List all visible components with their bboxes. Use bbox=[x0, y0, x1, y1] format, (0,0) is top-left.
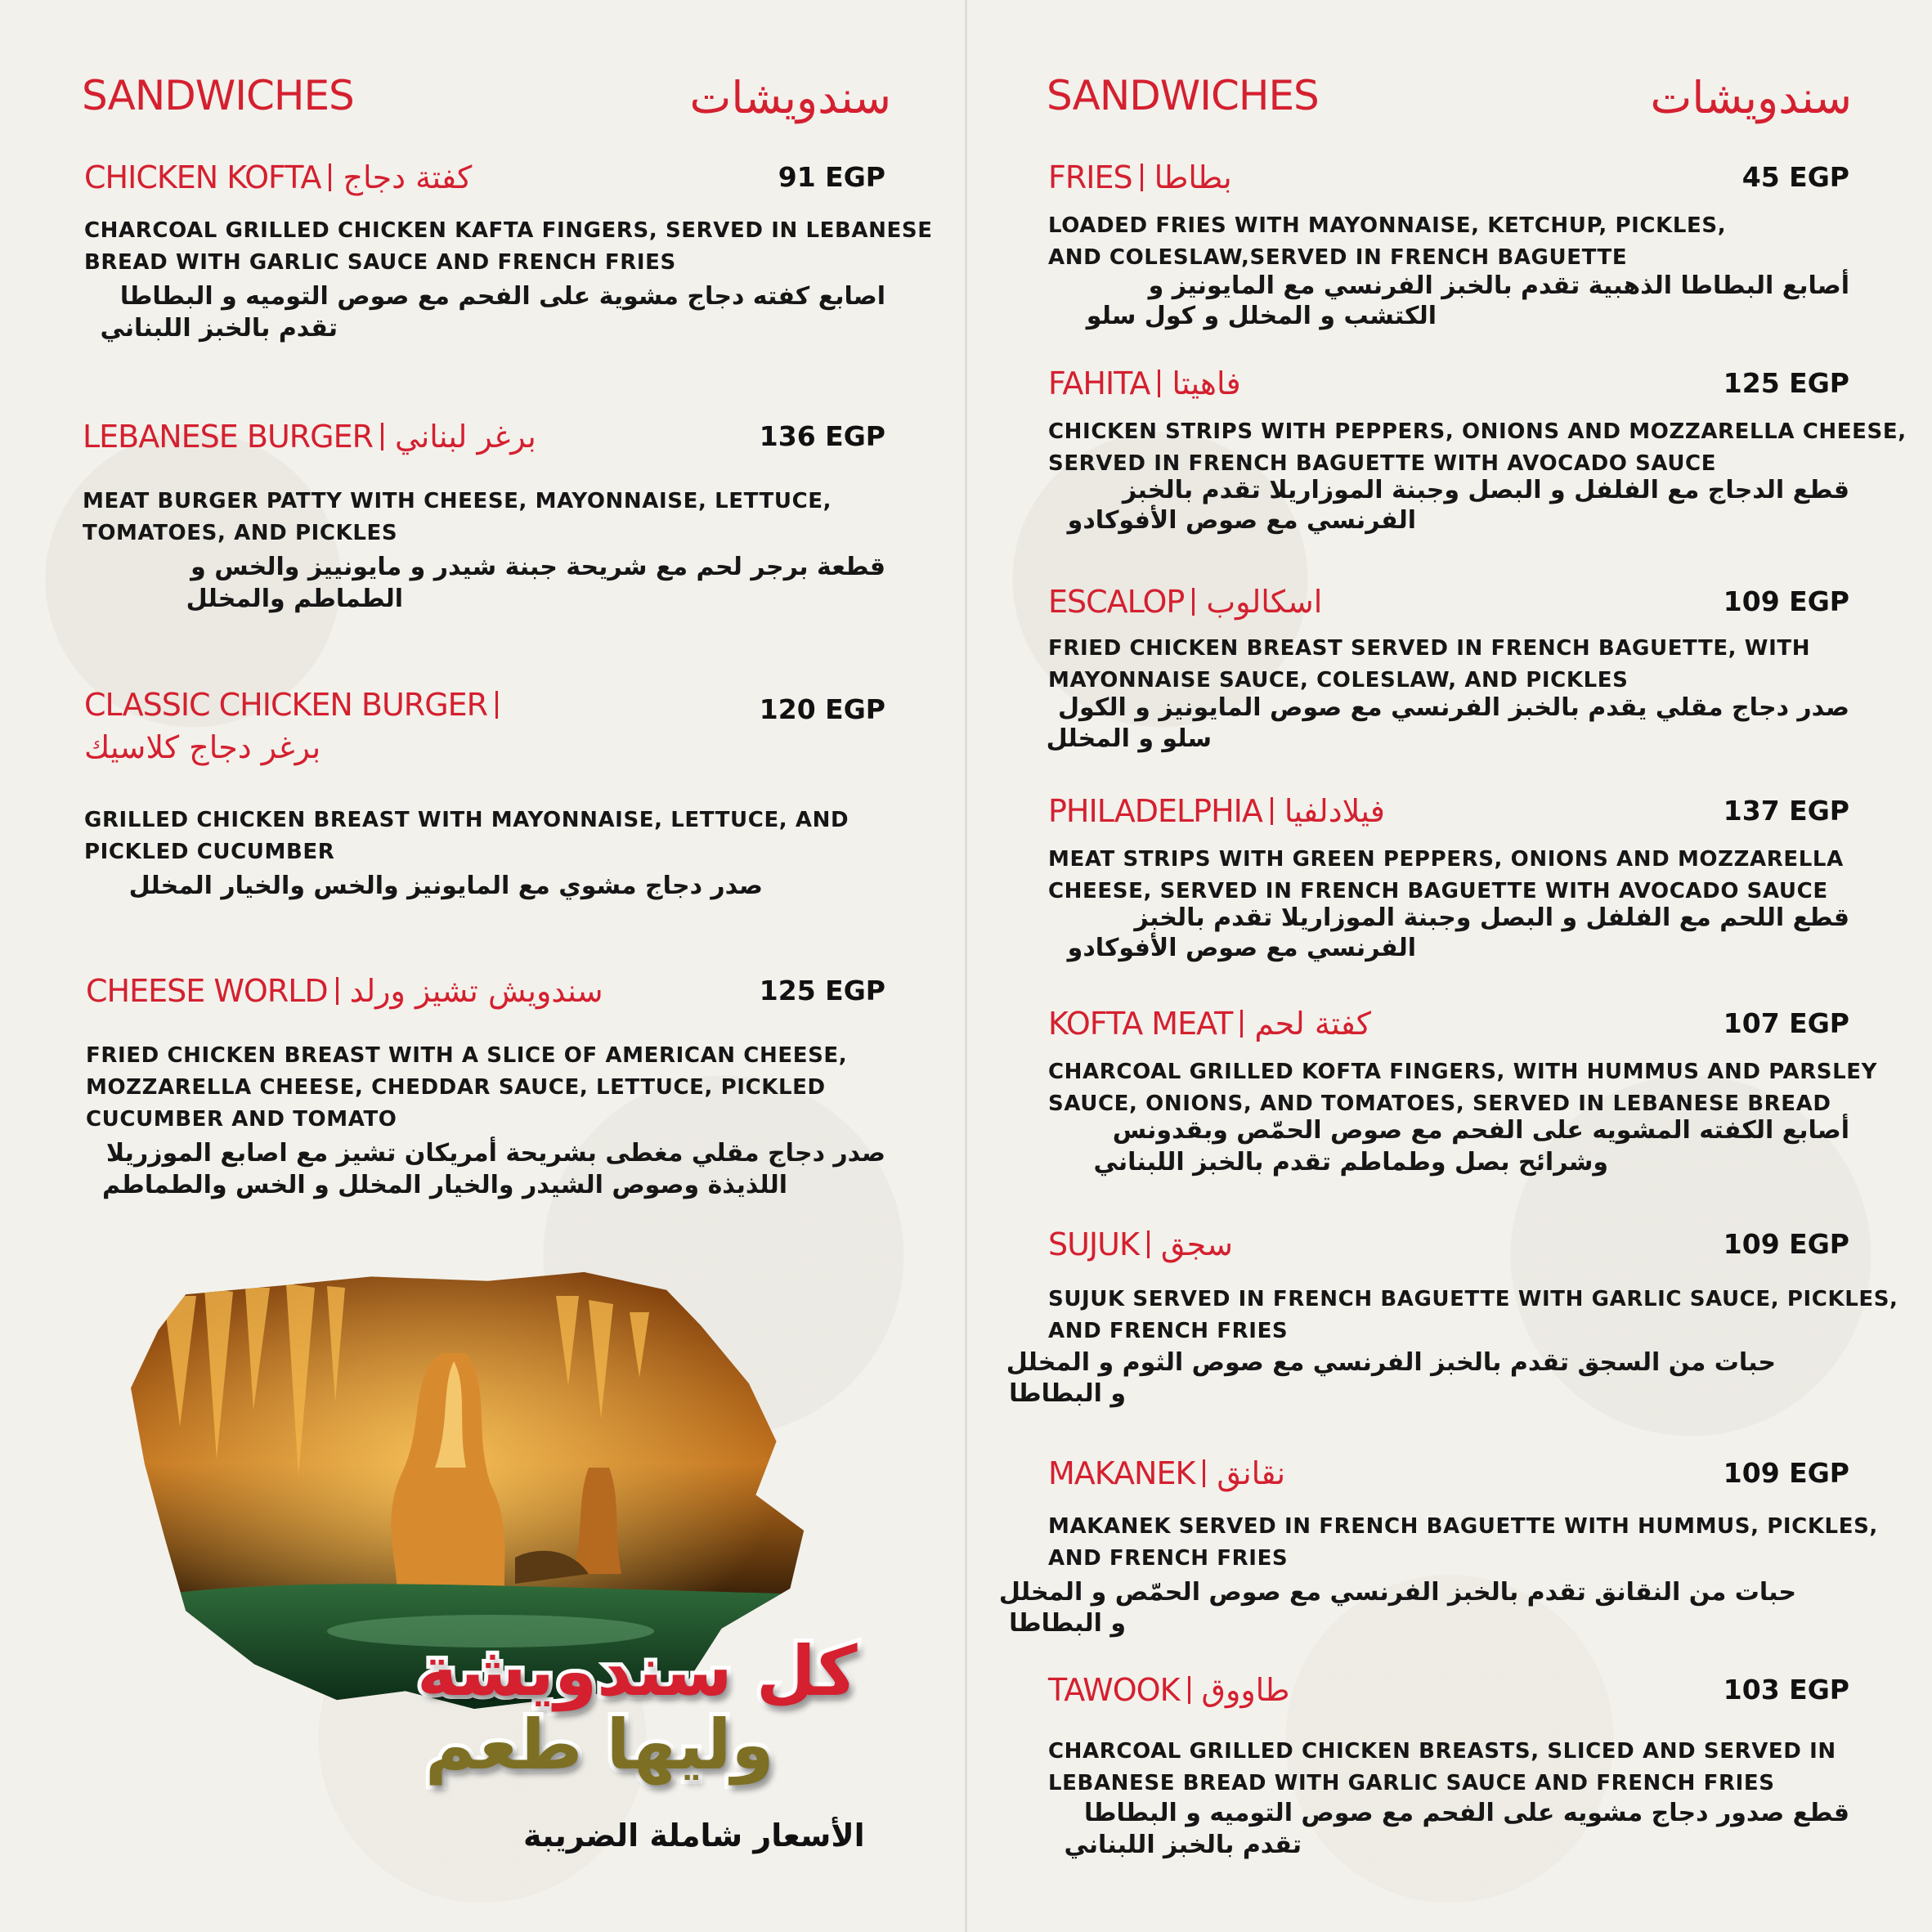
section-title-ar: سندويشات bbox=[689, 72, 891, 123]
item-price: 109 EGP bbox=[1723, 585, 1849, 617]
item-name-ar: فاهيتا bbox=[1172, 365, 1241, 401]
desc-ar-line: أصابع البطاطا الذهبية تقدم بالخبز الفرنسي مع المايونيز و bbox=[1148, 271, 1849, 300]
item-price: 45 EGP bbox=[1741, 161, 1849, 193]
desc-en-line: GRILLED CHICKEN BREAST WITH MAYONNAISE, LETTUCE, AND bbox=[84, 808, 849, 832]
desc-ar-line: قطع الدجاج مع الفلفل و البصل وجبنة الموزاريلا تقدم بالخبز bbox=[1122, 476, 1849, 504]
title-divider bbox=[329, 164, 331, 191]
item-name-ar: نقانق bbox=[1217, 1455, 1286, 1491]
item-name-ar: كفتة دجاج bbox=[343, 159, 473, 195]
title-divider bbox=[1141, 164, 1143, 191]
item-title bbox=[1048, 365, 1241, 401]
desc-en-line: SERVED IN FRENCH BAGUETTE WITH AVOCADO SAUCE bbox=[1048, 451, 1717, 476]
item-name-en: MAKANEK bbox=[1048, 1455, 1195, 1491]
desc-en-line: FRIED CHICKEN BREAST WITH A SLICE OF AMERICAN CHEESE, bbox=[86, 1043, 848, 1068]
menu-item bbox=[1048, 793, 1849, 973]
section-title-ar: سندويشات bbox=[1650, 72, 1852, 123]
item-title bbox=[1048, 793, 1385, 829]
item-name-ar: طاووق bbox=[1201, 1672, 1290, 1708]
menu-item bbox=[1006, 1226, 1898, 1423]
desc-ar-line: صدر دجاج مقلي يقدم بالخبز الفرنسي مع صوص المايونيز و الكول bbox=[1057, 693, 1849, 722]
item-name-en: LEBANESE BURGER bbox=[83, 419, 374, 455]
title-divider bbox=[1240, 1010, 1243, 1038]
desc-en-line: BREAD WITH GARLIC SAUCE AND FRENCH FRIES bbox=[84, 250, 676, 275]
item-name-en: SUJUK bbox=[1048, 1226, 1139, 1262]
desc-ar-line: و البطاطا bbox=[1009, 1379, 1126, 1408]
item-name-ar: سندويش تشيز ورلد bbox=[349, 973, 603, 1009]
item-title bbox=[1048, 1455, 1285, 1491]
menu-item bbox=[84, 687, 885, 908]
item-title bbox=[1048, 159, 1232, 195]
desc-ar-line: حبات من النقانق تقدم بالخبز الفرنسي مع صوص الحمّص و المخلل bbox=[998, 1578, 1796, 1607]
menu-item bbox=[1048, 365, 1907, 545]
desc-en-line: MAKANEK SERVED IN FRENCH BAGUETTE WITH HUMMUS, PICKLES, bbox=[1048, 1514, 1878, 1539]
desc-en-line: PICKLED CUCUMBER bbox=[84, 840, 335, 864]
item-name-en: ESCALOP bbox=[1048, 584, 1185, 620]
desc-ar-line: الفرنسي مع صوص الأفوكادو bbox=[1067, 506, 1416, 535]
desc-ar-line: قطع اللحم مع الفلفل و البصل وجبنة الموزاريلا تقدم بالخبز bbox=[1134, 903, 1849, 932]
section-title-en: SANDWICHES bbox=[82, 72, 354, 119]
desc-ar-line: سلو و المخلل bbox=[1046, 724, 1212, 753]
desc-en-line: MOZZARELLA CHEESE, CHEDDAR SAUCE, LETTUCE, PICKLED bbox=[86, 1075, 826, 1100]
item-name-ar: بطاطا bbox=[1154, 159, 1232, 195]
item-price: 109 EGP bbox=[1723, 1228, 1849, 1260]
menu-item bbox=[1048, 584, 1849, 764]
title-divider bbox=[1192, 588, 1195, 616]
item-price: 125 EGP bbox=[1723, 367, 1849, 399]
menu-item bbox=[84, 159, 933, 356]
menu-item bbox=[1048, 1672, 1849, 1868]
section-title-en: SANDWICHES bbox=[1047, 72, 1319, 119]
item-title bbox=[1048, 1006, 1371, 1042]
item-price: 103 EGP bbox=[1723, 1674, 1849, 1706]
desc-en-line: SAUCE, ONIONS, AND TOMATOES, SERVED IN LEBANESE BREAD bbox=[1048, 1092, 1831, 1116]
desc-en-line: MAYONNAISE SAUCE, COLESLAW, AND PICKLES bbox=[1048, 668, 1629, 693]
title-divider bbox=[495, 691, 498, 719]
desc-en-line: LEBANESE BREAD WITH GARLIC SAUCE AND FRENCH FRIES bbox=[1048, 1771, 1775, 1795]
slogan-line-2: وليها طعم bbox=[425, 1705, 774, 1785]
desc-ar-line: الكتشب و المخلل و كول سلو bbox=[1086, 302, 1437, 330]
item-price: 120 EGP bbox=[759, 693, 885, 725]
item-name-en: TAWOOK bbox=[1048, 1672, 1180, 1708]
item-name-en: FAHITA bbox=[1048, 365, 1150, 401]
menu-item bbox=[86, 973, 885, 1210]
item-name-ar: فيلادلفيا bbox=[1284, 793, 1385, 829]
desc-ar-line: أصابع الكفته المشويه على الفحم مع صوص الحمّص وبقدونس bbox=[1112, 1116, 1849, 1145]
desc-ar-line: الطماطم والمخلل bbox=[186, 585, 403, 613]
desc-ar-line: وشرائح بصل وطماطم تقدم بالخبز اللبناني bbox=[1093, 1148, 1608, 1177]
item-name-ar: اسكالوب bbox=[1206, 584, 1323, 620]
desc-en-line: SUJUK SERVED IN FRENCH BAGUETTE WITH GARLIC SAUCE, PICKLES, bbox=[1048, 1287, 1898, 1311]
title-divider bbox=[381, 423, 383, 451]
item-title bbox=[1048, 1672, 1290, 1708]
title-divider bbox=[1203, 1459, 1205, 1487]
desc-en-line: LOADED FRIES WITH MAYONNAISE, KETCHUP, PICKLES, bbox=[1048, 213, 1727, 238]
desc-en-line: AND COLESLAW,SERVED IN FRENCH BAGUETTE bbox=[1048, 245, 1628, 270]
title-divider bbox=[1188, 1676, 1190, 1704]
item-title bbox=[86, 973, 603, 1009]
item-title bbox=[1048, 1226, 1233, 1262]
item-name-en: KOFTA MEAT bbox=[1048, 1006, 1233, 1042]
item-name-ar: برغر لبناني bbox=[395, 419, 536, 455]
slogan-line-1: كل سندويشة bbox=[417, 1631, 858, 1711]
desc-ar-line: قطع صدور دجاج مشويه على الفحم مع صوص التوميه و البطاطا bbox=[1084, 1799, 1849, 1827]
title-divider bbox=[1147, 1230, 1150, 1258]
item-name-en: CHEESE WORLD bbox=[86, 973, 328, 1009]
item-title bbox=[84, 159, 472, 195]
item-title bbox=[83, 419, 536, 455]
desc-ar-line: اللذيذة وصوص الشيدر والخيار المخلل و الخس والطماطم bbox=[102, 1171, 787, 1199]
desc-ar-line: قطعة برجر لحم مع شريحة جبنة شيدر و مايونييز والخس و bbox=[191, 553, 885, 581]
desc-ar-line: صدر دجاج مقلي مغطى بشريحة أمريكان تشيز مع اصابع الموزريلا bbox=[105, 1139, 885, 1168]
item-name-en: PHILADELPHIA bbox=[1048, 793, 1262, 829]
desc-en-line: TOMATOES, AND PICKLES bbox=[83, 521, 398, 545]
menu-item bbox=[83, 419, 885, 623]
desc-en-line: AND FRENCH FRIES bbox=[1048, 1546, 1289, 1571]
desc-en-line: CUCUMBER AND TOMATO bbox=[86, 1107, 397, 1132]
menu-item bbox=[1048, 159, 1849, 339]
desc-en-line: FRIED CHICKEN BREAST SERVED IN FRENCH BAGUETTE, WITH bbox=[1048, 636, 1811, 661]
item-name-ar: سجق bbox=[1160, 1226, 1233, 1262]
item-name-ar: كفتة لحم bbox=[1254, 1006, 1371, 1042]
desc-en-line: MEAT STRIPS WITH GREEN PEPPERS, ONIONS AND MOZZARELLA bbox=[1048, 847, 1844, 872]
item-name-en: CLASSIC CHICKEN BURGER bbox=[84, 687, 488, 723]
desc-ar-line: الفرنسي مع صوص الأفوكادو bbox=[1067, 934, 1416, 962]
item-name-en: CHICKEN KOFTA bbox=[84, 159, 321, 195]
desc-ar-line: تقدم بالخبز اللبناني bbox=[1064, 1831, 1302, 1859]
item-price: 91 EGP bbox=[778, 161, 885, 193]
menu-item bbox=[998, 1455, 1878, 1652]
item-price: 136 EGP bbox=[759, 420, 885, 452]
title-divider bbox=[336, 977, 338, 1005]
desc-en-line: CHARCOAL GRILLED CHICKEN BREASTS, SLICED AND SERVED IN bbox=[1048, 1739, 1836, 1764]
desc-ar-line: و البطاطا bbox=[1009, 1609, 1126, 1638]
title-divider bbox=[1158, 370, 1160, 397]
desc-ar-line: اصابع كفته دجاج مشوية على الفحم مع صوص التوميه و البطاطا bbox=[119, 282, 885, 311]
item-name-ar: برغر دجاج كلاسيك bbox=[84, 729, 321, 765]
item-name-en: FRIES bbox=[1048, 159, 1132, 195]
desc-ar-line: صدر دجاج مشوي مع المايونيز والخس والخيار المخلل bbox=[128, 872, 763, 900]
item-price: 125 EGP bbox=[759, 975, 885, 1006]
item-price: 107 EGP bbox=[1723, 1007, 1849, 1039]
item-title bbox=[1048, 584, 1322, 620]
desc-en-line: CHEESE, SERVED IN FRENCH BAGUETTE WITH AVOCADO SAUCE bbox=[1048, 879, 1828, 903]
desc-en-line: CHARCOAL GRILLED CHICKEN KAFTA FINGERS, SERVED IN LEBANESE bbox=[84, 218, 933, 243]
tax-note: الأسعار شاملة الضريبة bbox=[523, 1818, 865, 1854]
desc-ar-line: تقدم بالخبز اللبناني bbox=[100, 314, 338, 343]
title-divider bbox=[1271, 797, 1273, 825]
menu-item bbox=[1048, 1006, 1878, 1186]
desc-en-line: CHARCOAL GRILLED KOFTA FINGERS, WITH HUMMUS AND PARSLEY bbox=[1048, 1060, 1878, 1084]
desc-en-line: MEAT BURGER PATTY WITH CHEESE, MAYONNAISE, LETTUCE, bbox=[83, 489, 832, 513]
item-price: 137 EGP bbox=[1723, 795, 1849, 827]
item-price: 109 EGP bbox=[1723, 1457, 1849, 1489]
desc-ar-line: حبات من السجق تقدم بالخبز الفرنسي مع صوص الثوم و المخلل bbox=[1006, 1348, 1776, 1377]
desc-en-line: AND FRENCH FRIES bbox=[1048, 1319, 1289, 1343]
desc-en-line: CHICKEN STRIPS WITH PEPPERS, ONIONS AND MOZZARELLA CHEESE, bbox=[1048, 419, 1907, 444]
item-title bbox=[84, 687, 509, 723]
